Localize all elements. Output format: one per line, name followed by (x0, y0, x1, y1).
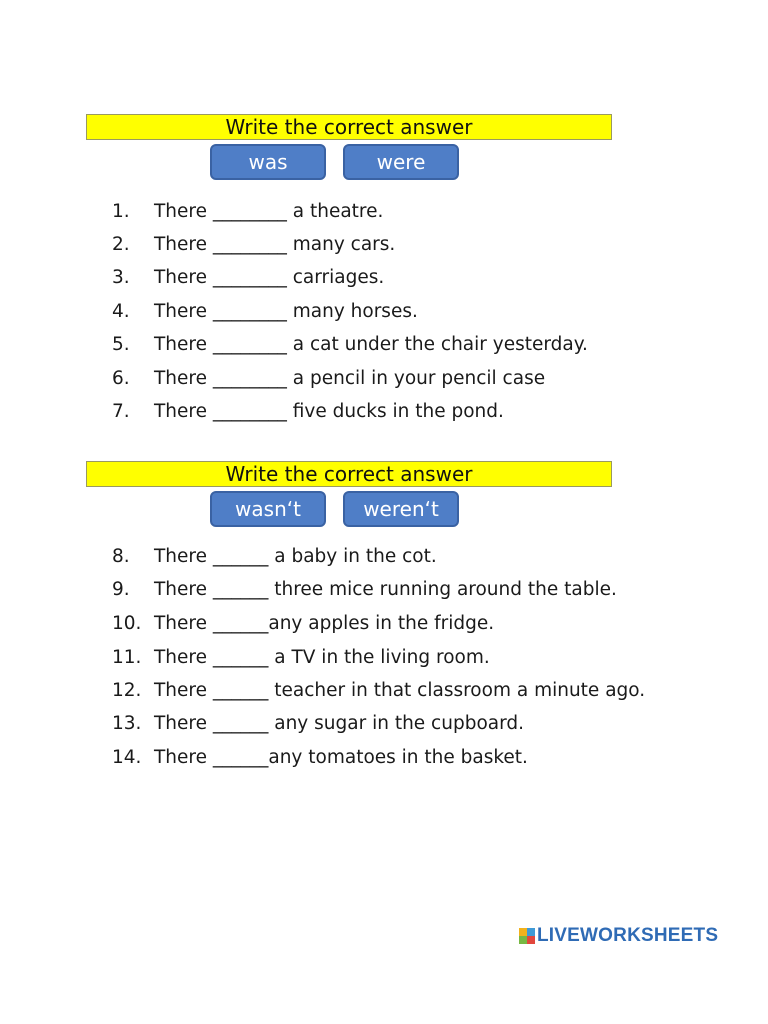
question-text: There ______any apples in the fridge. (154, 613, 495, 634)
question-item (112, 710, 524, 738)
question-text: There ________ many cars. (154, 234, 396, 255)
question-item (112, 576, 617, 604)
question-item (112, 610, 494, 638)
question-text: There ______ any sugar in the cupboard. (154, 713, 524, 734)
option-wasnt-button[interactable]: wasn‘t (210, 491, 326, 527)
question-item (112, 365, 545, 393)
question-number: 11. (112, 647, 142, 668)
question-text: There ______any tomatoes in the basket. (154, 747, 528, 768)
section1-title: Write the correct answer (86, 114, 612, 140)
question-item (112, 298, 418, 326)
option-were-button[interactable]: were (343, 144, 459, 180)
question-text: There ________ five ducks in the pond. (154, 401, 504, 422)
question-number: 14. (112, 747, 142, 768)
question-number: 12. (112, 680, 142, 701)
question-text: There ______ teacher in that classroom a minute ago. (154, 680, 646, 701)
question-text: There ________ many horses. (154, 301, 418, 322)
question-item (112, 677, 645, 705)
question-item (112, 644, 490, 672)
question-text: There ________ a pencil in your pencil case (154, 368, 546, 389)
question-number: 8. (112, 546, 130, 567)
question-text: There ______ three mice running around the table. (154, 579, 617, 600)
liveworksheets-logo (519, 924, 718, 948)
question-number: 9. (112, 579, 130, 600)
question-number: 3. (112, 267, 130, 288)
question-number: 2. (112, 234, 130, 255)
question-number: 7. (112, 401, 130, 422)
section2-title: Write the correct answer (86, 461, 612, 487)
question-text: There ________ a cat under the chair yesterday. (154, 334, 588, 355)
question-item (112, 744, 528, 772)
question-number: 4. (112, 301, 130, 322)
question-number: 5. (112, 334, 130, 355)
option-was-button[interactable]: was (210, 144, 326, 180)
question-item (112, 331, 588, 359)
question-text: There ______ a TV in the living room. (154, 647, 490, 668)
logo-mark-icon (519, 928, 535, 944)
question-text: There ________ a theatre. (154, 201, 384, 222)
logo-text: LIVEWORKSHEETS (537, 925, 719, 946)
question-text: There ______ a baby in the cot. (154, 546, 437, 567)
question-item (112, 543, 437, 571)
question-number: 1. (112, 201, 130, 222)
question-item (112, 231, 395, 259)
question-text: There ________ carriages. (154, 267, 385, 288)
question-item (112, 398, 504, 426)
question-number: 13. (112, 713, 142, 734)
question-item (112, 198, 383, 226)
question-item (112, 264, 384, 292)
option-werent-button[interactable]: weren‘t (343, 491, 459, 527)
question-number: 10. (112, 613, 142, 634)
question-number: 6. (112, 368, 130, 389)
